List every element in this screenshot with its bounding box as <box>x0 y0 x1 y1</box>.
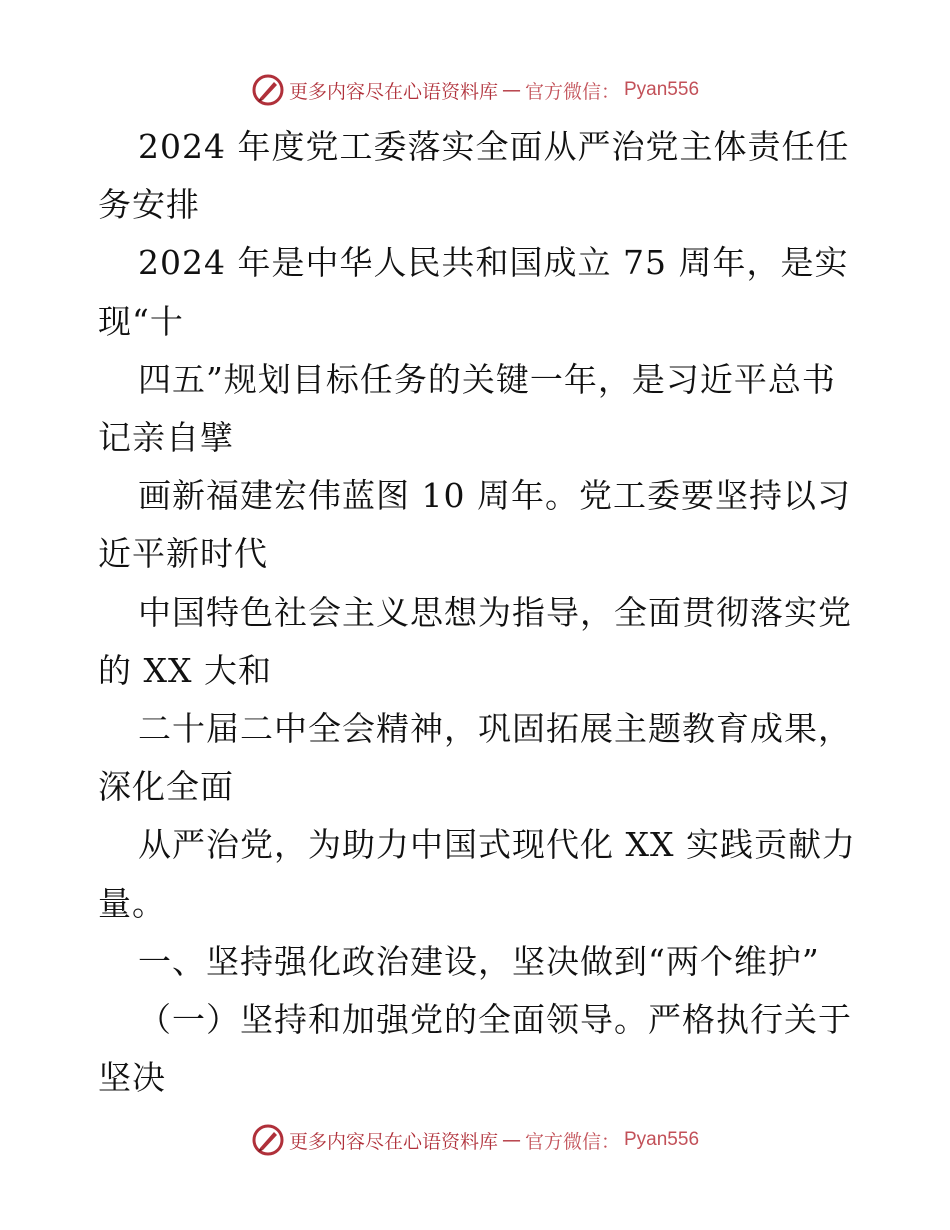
banner-wechat-label: 官方微信： <box>524 1130 620 1153</box>
text-line: 中国特色社会主义思想为指导，全面贯彻落实党 <box>138 592 852 632</box>
text-line: 务安排 <box>98 185 200 225</box>
text-line: 二十届二中全会精神，巩固拓展主题教育成果， <box>138 709 852 749</box>
text-line: 记亲自擘 <box>98 418 234 458</box>
text-line: 的 XX 大和 <box>98 650 272 690</box>
banner <box>251 73 699 107</box>
text-line: 量。 <box>98 883 166 923</box>
text-line: 深化全面 <box>98 767 234 807</box>
text-line: 2024 年是中华人民共和国成立 75 周年，是实 <box>138 243 849 283</box>
footer-banner <box>0 1120 950 1160</box>
banner <box>251 1123 699 1157</box>
document-body <box>98 118 858 1107</box>
text-line: 2024 年度党工委落实全面从严治党主体责任任 <box>138 127 850 166</box>
pen-logo-icon <box>251 73 285 107</box>
banner-wechat-id: Pyan556 <box>624 1129 700 1150</box>
text-line: 画新福建宏伟蓝图 10 周年。党工委要坚持以习 <box>138 476 851 516</box>
pen-logo-icon <box>251 1123 285 1157</box>
text-line: 近平新时代 <box>98 534 268 574</box>
text-line: （一）坚持和加强党的全面领导。严格执行关于 <box>138 1000 852 1040</box>
banner-dash: — <box>501 1129 521 1151</box>
text-line: 从严治党，为助力中国式现代化 XX 实践贡献力 <box>138 825 856 865</box>
banner-main-text: 更多内容尽在心语资料库 <box>288 1130 498 1153</box>
banner-dash: — <box>501 79 521 101</box>
text-line: 坚决 <box>98 1058 166 1098</box>
text-line: 四五”规划目标任务的关键一年，是习近平总书 <box>138 359 836 399</box>
banner-main-text: 更多内容尽在心语资料库 <box>288 80 498 103</box>
text-line: 现“十 <box>98 301 184 341</box>
banner-wechat-id: Pyan556 <box>624 79 700 100</box>
header-banner <box>0 70 950 110</box>
text-line: 一、坚持强化政治建设，坚决做到“两个维护” <box>138 941 820 981</box>
banner-wechat-label: 官方微信： <box>524 80 620 103</box>
